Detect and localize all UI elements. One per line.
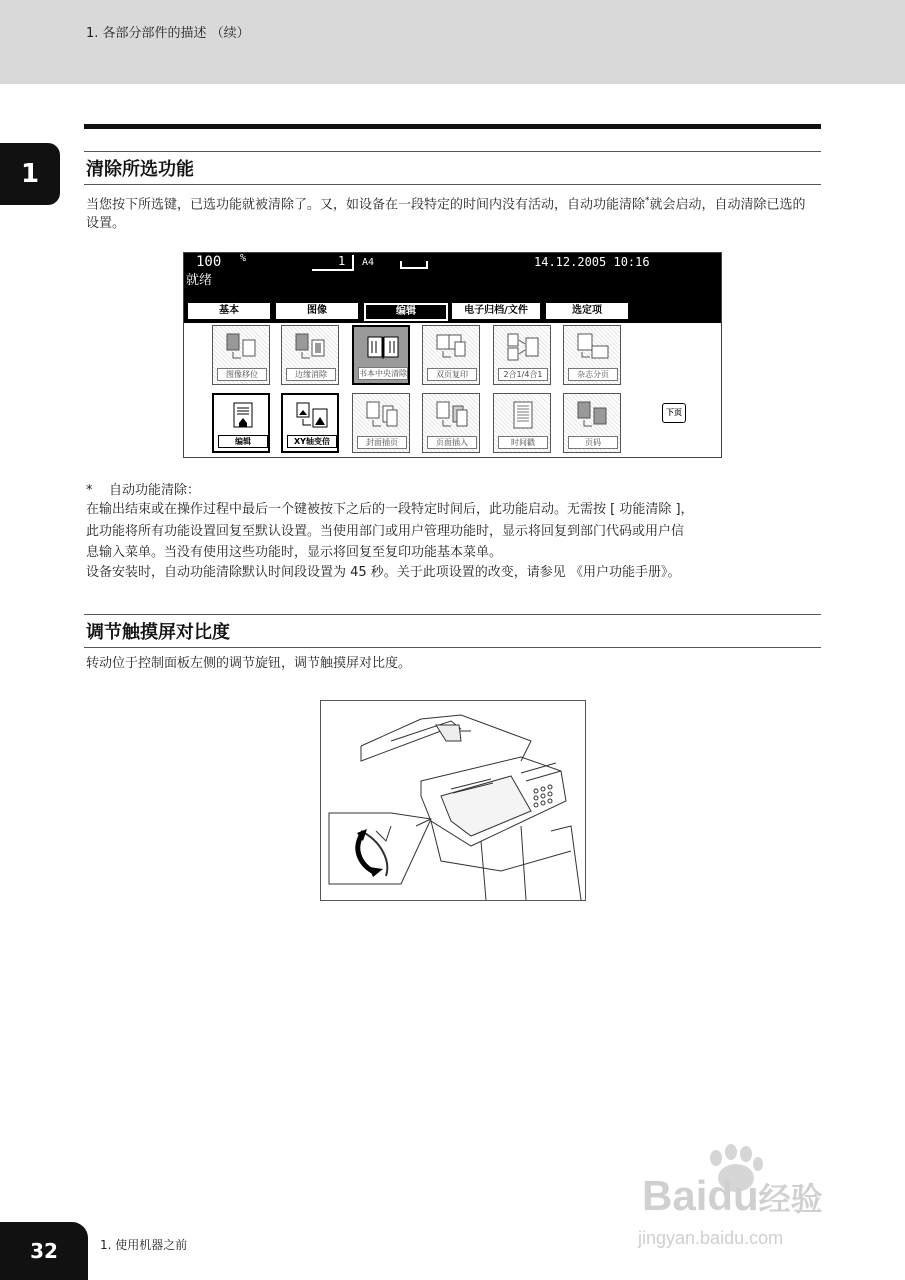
- screen-datetime: 14.12.2005 10:16: [534, 255, 650, 269]
- tab-basic[interactable]: 基本: [188, 303, 270, 319]
- image-shift-button[interactable]: [212, 325, 270, 385]
- section2-paragraph: 转动位于控制面板左侧的调节旋钮，调节触摸屏对比度。: [86, 656, 412, 671]
- footnote-star: *: [86, 483, 93, 498]
- magazine-sort-button[interactable]: [563, 325, 621, 385]
- copier-drawing: [321, 701, 585, 900]
- time-stamp-button[interactable]: [493, 393, 551, 453]
- touch-screen-figure: [183, 252, 722, 458]
- edit-button[interactable]: [212, 393, 270, 453]
- section1-paragraph: [86, 192, 814, 233]
- edge-erase-button[interactable]: [281, 325, 339, 385]
- chapter-tab: 1: [0, 143, 60, 205]
- cover-sheet-label: 封面插页: [357, 436, 407, 449]
- page-number: 32: [0, 1222, 88, 1280]
- edge-erase-label: 边缘消除: [286, 368, 336, 381]
- next-page-button[interactable]: 下页: [662, 403, 686, 423]
- zoom-unit: %: [240, 253, 247, 264]
- page-header: [0, 0, 905, 84]
- footnote-line-4: 设备安装时，自动功能清除默认时间段设置为 45 秒。关于此项设置的改变，请参见 《用户功能手册》。: [86, 565, 681, 580]
- section-title-contrast: 调节触摸屏对比度: [84, 614, 821, 648]
- count-box: [312, 255, 354, 271]
- watermark-url: jingyan.baidu.com: [638, 1228, 784, 1248]
- footnote-line-1: 在输出结束或在操作过程中最后一个键被按下之后的一段特定时间后，此功能启动。无需按 [ 功能清除 ]，: [86, 502, 694, 517]
- page-number-icon: [576, 400, 610, 430]
- image-shift-icon: [225, 332, 259, 362]
- book-center-erase-label: 书本中央清除: [359, 369, 407, 378]
- tab-edit[interactable]: 编辑: [364, 303, 448, 321]
- dual-page-icon: [435, 332, 469, 362]
- screen-status-area: [184, 253, 721, 323]
- watermark-cn: 经验: [758, 1181, 823, 1217]
- magazine-sort-label: 杂志分页: [568, 368, 618, 381]
- dual-page-button[interactable]: [422, 325, 480, 385]
- screen-tabs: [184, 303, 721, 321]
- 2in1-4in1-button[interactable]: [493, 325, 551, 385]
- copy-count: 1: [338, 254, 346, 268]
- footnote-title: 自动功能清除：: [109, 483, 201, 498]
- cover-sheet-button[interactable]: [352, 393, 410, 453]
- tray-icon: [400, 261, 428, 269]
- xy-zoom-label: XY轴变倍: [287, 435, 337, 448]
- xy-zoom-button[interactable]: [281, 393, 339, 453]
- page-number-label: 页码: [568, 436, 618, 449]
- control-panel-illustration: [320, 700, 586, 901]
- watermark-brand: Baidu: [642, 1172, 759, 1219]
- xy-zoom-icon: [295, 401, 329, 431]
- sheet-insert-button[interactable]: [422, 393, 480, 453]
- dual-page-label: 双页复印: [427, 368, 477, 381]
- edit-label: 编辑: [218, 435, 268, 448]
- sheet-insert-label: 页面插入: [427, 436, 477, 449]
- paper-size: A4: [362, 257, 375, 268]
- screen-status: 就绪: [186, 273, 213, 288]
- para-part-a: 当您按下所选键，已选功能就被清除了。又，如设备在一段特定的时间内没有活动，自动功能清除: [86, 197, 646, 213]
- para-star: *: [645, 196, 650, 206]
- baidu-watermark: [636, 1140, 866, 1260]
- edge-erase-icon: [294, 332, 328, 362]
- zoom-value: 100: [196, 254, 222, 270]
- time-stamp-icon: [506, 400, 540, 430]
- tab-options[interactable]: 选定项: [546, 303, 628, 319]
- edit-document-icon: [226, 401, 260, 431]
- image-shift-label: 图像移位: [217, 368, 267, 381]
- top-rule: [84, 124, 821, 129]
- header-text: 1. 各部分部件的描述 （续）: [86, 26, 250, 41]
- footnote-title-line: [86, 481, 814, 500]
- 2in1-icon: [506, 332, 540, 362]
- section-title-clear: 清除所选功能: [84, 151, 821, 185]
- footnote-line-2: 此功能将所有功能设置回复至默认设置。当使用部门或用户管理功能时，显示将回复到部门代码或用户信: [86, 524, 685, 539]
- footer-text: 1. 使用机器之前: [100, 1238, 188, 1252]
- book-icon: [366, 333, 400, 363]
- sheet-insert-icon: [435, 400, 469, 430]
- tab-efiling[interactable]: 电子归档/文件: [452, 303, 540, 319]
- tab-image[interactable]: 图像: [276, 303, 358, 319]
- footnote-line-3: 息输入菜单。当没有使用这些功能时，显示将回复至复印功能基本菜单。: [86, 545, 503, 560]
- book-center-erase-button[interactable]: [352, 325, 410, 385]
- magazine-sort-icon: [576, 332, 610, 362]
- time-stamp-label: 时间戳: [498, 436, 548, 449]
- para-part-b: 就会启动，自动清除已选的设置。: [86, 197, 806, 232]
- page-number-button[interactable]: [563, 393, 621, 453]
- 2in1-4in1-label: 2合1/4合1: [498, 368, 548, 381]
- cover-sheet-icon: [365, 400, 399, 430]
